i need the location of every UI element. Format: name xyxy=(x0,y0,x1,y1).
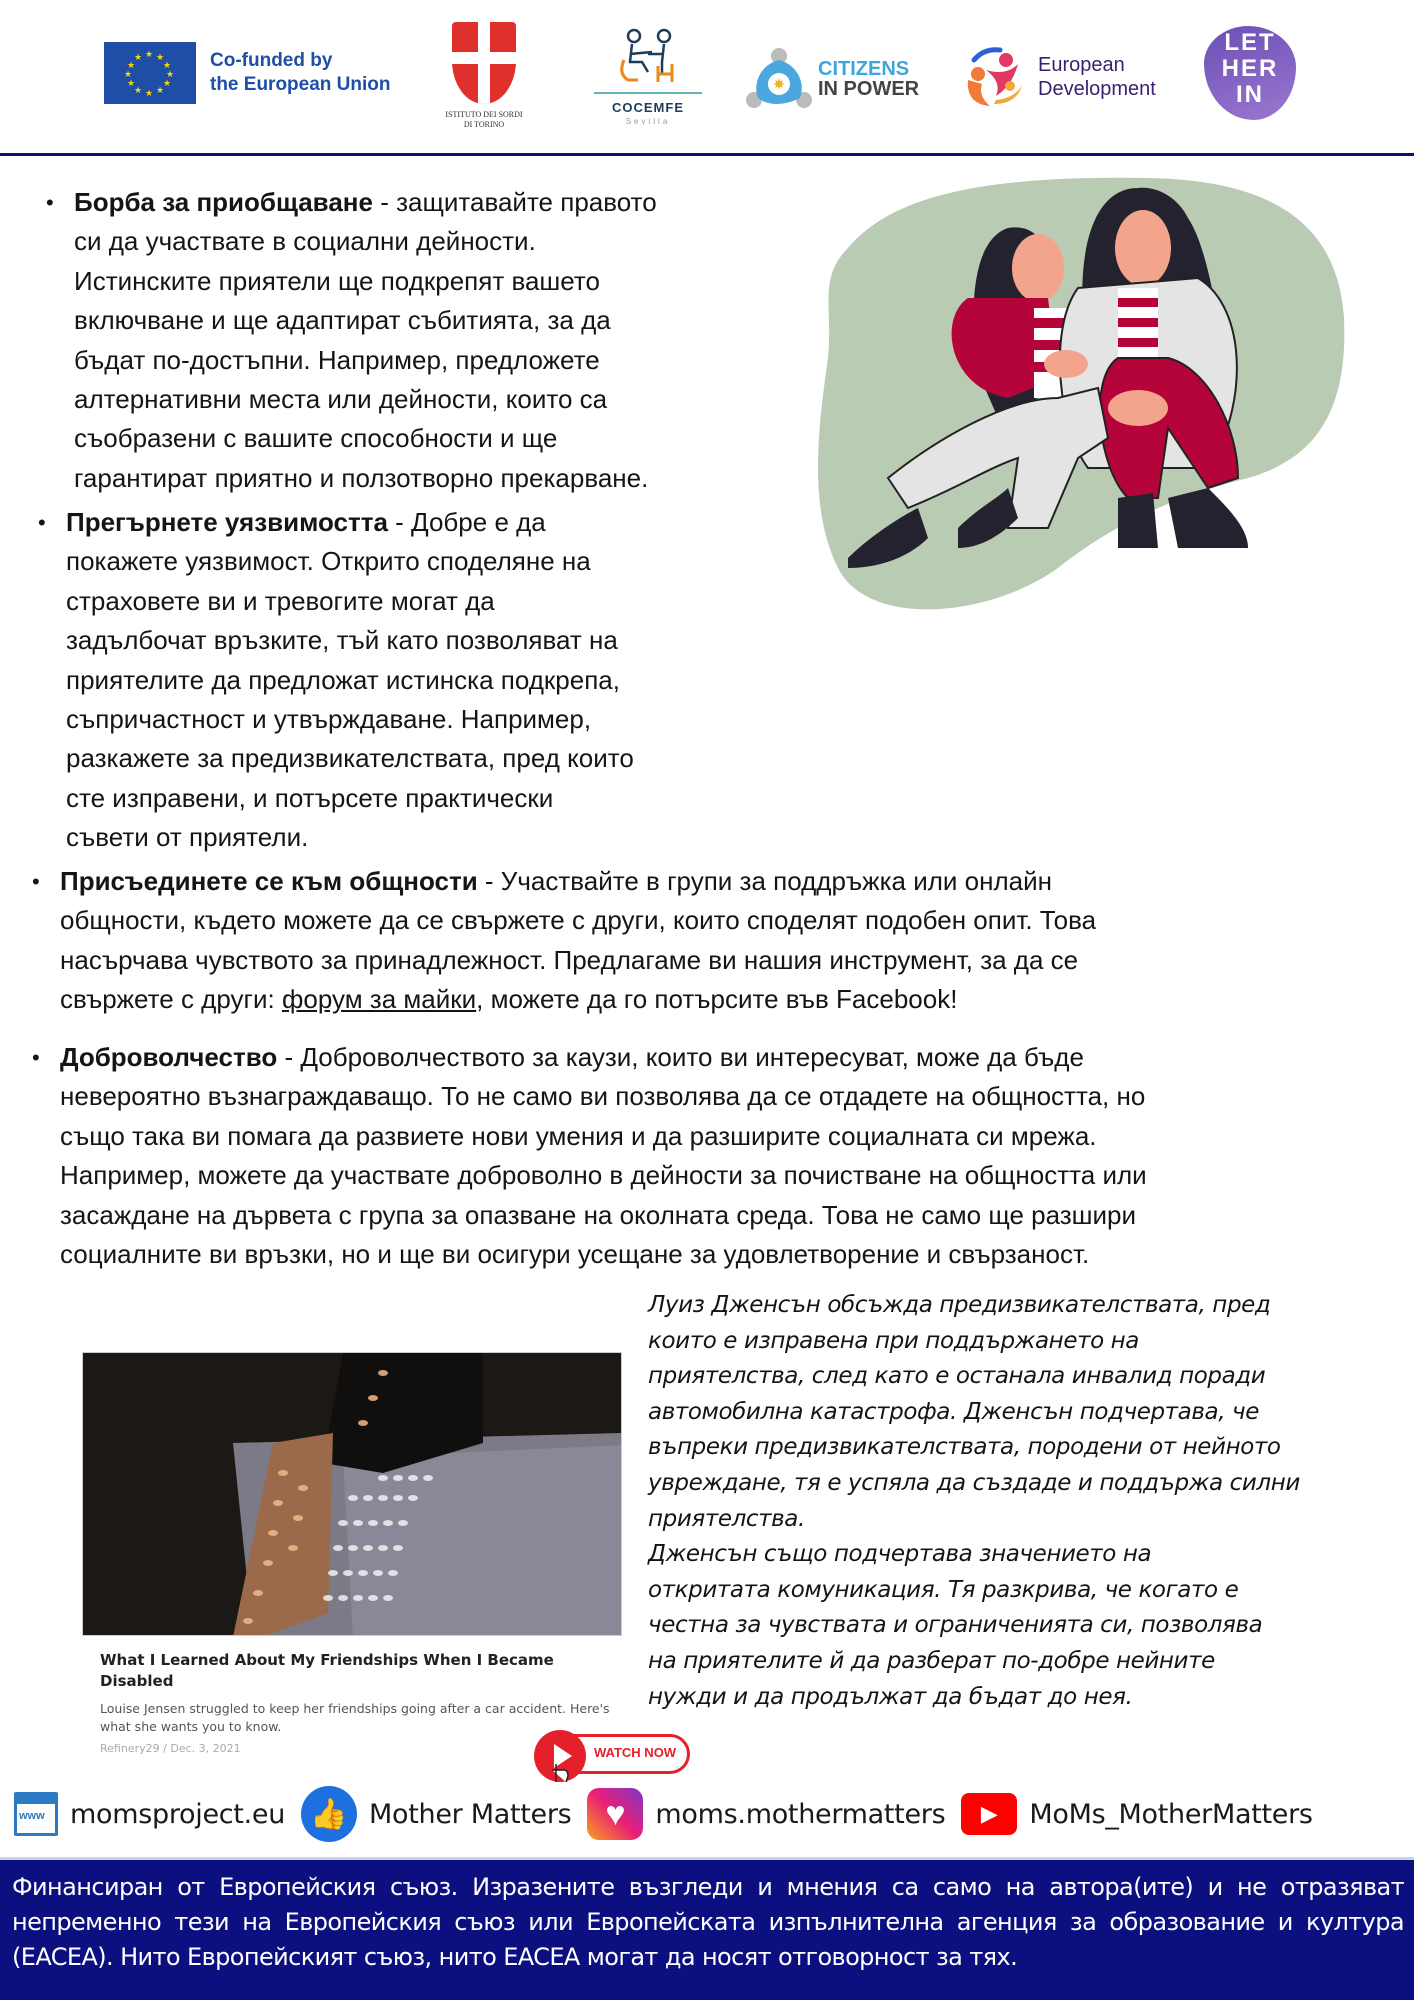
article-source-meta: Refinery29 / Dec. 3, 2021 xyxy=(100,1742,241,1754)
cocemfe-logo xyxy=(592,26,704,126)
summary-line: нужди и да продължат да бъдат до нея. xyxy=(648,1683,1133,1710)
bullet-text-line: общности, където можете да се свържете с други, които споделят подобен опит. Това xyxy=(60,905,1097,936)
bullet-dot: • xyxy=(46,190,54,215)
shield-cross-icon xyxy=(452,22,516,104)
bullet-text-line: съвети от приятели. xyxy=(66,822,309,853)
bullet-text-line: приятелите да предложат истинска подкрепа, xyxy=(66,664,620,695)
letherin-line2: HER xyxy=(1221,55,1279,82)
cocemfe-name: COCEMFE xyxy=(612,100,684,115)
bullet-fight-for-inclusion xyxy=(46,183,764,498)
youtube-icon: ▶ xyxy=(961,1793,1017,1835)
bullet-embrace-vulnerability xyxy=(38,503,756,858)
bullet-text-line: алтернативни места или дейности, които са xyxy=(74,384,608,415)
social-link-facebook[interactable] xyxy=(301,1786,571,1842)
bullet-dot: • xyxy=(32,869,40,894)
bullet-dot: • xyxy=(38,510,46,535)
summary-line: които е изправена при поддържането на xyxy=(648,1327,1139,1354)
bullet-text-line: гарантират приятно и ползотворно прекарване. xyxy=(74,462,649,493)
summary-line: на приятелите й да разберат по-добре нейните xyxy=(648,1647,1215,1674)
social-label: moms.mothermatters xyxy=(655,1798,946,1830)
summary-line: увреждане, тя е успяла да създаде и поддържа силни xyxy=(648,1469,1300,1496)
eu-logo-line2: the European Union xyxy=(210,74,391,95)
summary-line: приятелства, след като е останала инвалид поради xyxy=(648,1363,1266,1390)
article-preview-card[interactable] xyxy=(80,1350,626,1760)
summary-line: приятелства. xyxy=(648,1505,805,1532)
header-divider xyxy=(0,153,1414,156)
cocemfe-sub: Sevilla xyxy=(625,117,671,126)
bullet-text-line: съпричастност и утвърждаване. Например, xyxy=(66,704,592,735)
bullet-text-line: сте изправени, и потърсете практически xyxy=(66,782,554,813)
let-her-in-logo xyxy=(1204,26,1296,120)
sordi-line1: ISTITUTO DEI SORDI xyxy=(445,110,523,119)
article-photo xyxy=(82,1352,622,1636)
summary-line: откритата комуникация. Тя разкрива, че когато е xyxy=(648,1576,1239,1603)
citizens-line2: IN POWER xyxy=(818,78,920,100)
bullet-title: Доброволчество xyxy=(60,1042,278,1072)
watch-now-label: WATCH NOW xyxy=(594,1745,677,1760)
social-label: momsproject.eu xyxy=(70,1798,286,1830)
www-icon: www xyxy=(14,1792,58,1836)
instagram-heart-icon: ♥ xyxy=(587,1788,643,1840)
social-label: Mother Matters xyxy=(369,1798,572,1830)
bullet-text-line: - Добре е да xyxy=(395,507,546,537)
watch-now-button[interactable] xyxy=(534,1730,694,1782)
bullet-text-line: насърчава чувството за принадлежност. Предлагаме ви нашия инструмент, за да се xyxy=(60,944,1079,975)
summary-line: Луиз Дженсън обсъжда предизвикателствата, пред xyxy=(648,1292,1271,1318)
european-development-logo xyxy=(966,46,1156,108)
bullet-title: Прегърнете уязвимостта xyxy=(66,507,388,537)
bullet-text-line: разкажете за предизвикателствата, пред които xyxy=(66,743,634,774)
bullet-text-line: Например, можете да участвате доброволно в дейности за почистване на общността или xyxy=(60,1160,1147,1191)
eu-logo-line1: Co-funded by xyxy=(210,50,333,71)
bullet-text-line: Истинските приятели ще подкрепят вашето xyxy=(74,265,600,296)
disclaimer-text: Финансиран от Европейския съюз. Изразените възгледи и мнения са само на автора(ите) и не отразяват непременно тези на Европейския съюз или Европейската изпълнителна агенция за образование и култура (EACEA). Нито Европейският съюз, нито EACEA могат да носят отговорност за тях. xyxy=(12,1873,1404,1971)
bullet-text-line: страховете ви и тревогите могат да xyxy=(66,585,495,616)
bullet-text-line: социалните ви връзки, но и ще ви осигури усещане за удовлетворение и свързаност. xyxy=(60,1239,1090,1270)
people-wheelchair-icon xyxy=(608,26,688,86)
citizens-line1: CITIZENS xyxy=(818,58,910,80)
bullet-volunteering xyxy=(32,1038,1360,1274)
friends-hugging-illustration xyxy=(808,168,1348,618)
moms-forum-link[interactable]: форум за майки xyxy=(281,984,477,1015)
bullet-text-line: невероятно възнаграждаващо. То не само ви позволява да се отдадете на общността, но xyxy=(60,1081,1146,1112)
social-label: MoMs_MotherMatters xyxy=(1029,1798,1313,1830)
istituto-sordi-logo xyxy=(436,22,532,130)
social-link-website[interactable] xyxy=(14,1792,285,1836)
article-summary-text xyxy=(648,1288,1368,1715)
facebook-like-icon: 👍 xyxy=(301,1786,357,1842)
eu-disclaimer-footer xyxy=(0,1857,1414,2000)
summary-line: въпреки предизвикателствата, породени от нейното xyxy=(648,1434,1281,1461)
social-link-youtube[interactable] xyxy=(961,1793,1312,1835)
letherin-line3: IN xyxy=(1236,81,1264,108)
summary-line: Дженсън също подчертава значението на xyxy=(648,1541,1152,1568)
eudev-line1: European xyxy=(1038,54,1125,76)
bullet-text-line: съобразени с вашите способности и ще xyxy=(74,423,558,454)
article-description: Louise Jensen struggled to keep her friendships going after a car accident. Here's what she wants you to know. xyxy=(100,1701,610,1734)
bullet-join-communities xyxy=(32,862,1360,1020)
svg-text:✸: ✸ xyxy=(773,76,785,92)
citizens-star-icon xyxy=(744,46,814,112)
bullet-text-line: , можете да го потърсите във Facebook! xyxy=(476,984,958,1015)
summary-line: автомобилна катастрофа. Дженсън подчертава, че xyxy=(648,1398,1259,1425)
article-title[interactable]: What I Learned About My Friendships When I Became Disabled xyxy=(100,1651,554,1690)
eu-flag-icon: ★ ★ ★ ★ ★ ★ ★ ★ ★ ★ ★ ★ xyxy=(104,42,196,104)
bullet-text-line: бъдат по-достъпни. Например, предложете xyxy=(74,344,600,375)
bullet-text-line: си да участвате в социални дейности. xyxy=(74,226,536,257)
bullet-text-line: задълбочат връзките, тъй като позволяват на xyxy=(66,625,618,656)
eudev-line2: Development xyxy=(1038,78,1156,100)
bullet-text-line: - защитавайте правото xyxy=(380,187,657,217)
bullet-text-line: свържете с други: xyxy=(60,984,282,1015)
social-links-bar xyxy=(14,1786,1414,1842)
eu-cofunded-logo xyxy=(104,42,391,104)
letherin-line1: LET xyxy=(1224,29,1276,56)
bullet-text-line: - Доброволчеството за каузи, които ви интересуват, може да бъде xyxy=(284,1042,1084,1072)
bullet-text-line: включване и ще адаптират събитията, за да xyxy=(74,305,611,336)
bullet-text-line: - Участвайте в групи за поддръжка или онлайн xyxy=(484,866,1052,896)
sordi-line2: DI TORINO xyxy=(463,120,505,129)
bullet-title: Присъединете се към общности xyxy=(60,866,478,896)
people-circle-icon xyxy=(966,46,1026,108)
bullet-text-line: покажете уязвимост. Открито споделяне на xyxy=(66,546,591,577)
bullet-text-line: засаждане на дървета с група за опазване на околната среда. Това не само ще разшири xyxy=(60,1199,1137,1230)
citizens-in-power-logo xyxy=(744,46,919,112)
bullet-dot: • xyxy=(32,1045,40,1070)
bullet-title: Борба за приобщаване xyxy=(74,187,373,217)
social-link-instagram[interactable] xyxy=(587,1788,945,1840)
partner-logos-bar xyxy=(0,0,1414,152)
summary-line: честна за чувствата и ограниченията си, позволява xyxy=(648,1612,1263,1639)
bullet-text-line: също така ви помага да развиете нови умения и да разширите социалната си мрежа. xyxy=(60,1120,1097,1151)
play-icon xyxy=(534,1730,586,1782)
